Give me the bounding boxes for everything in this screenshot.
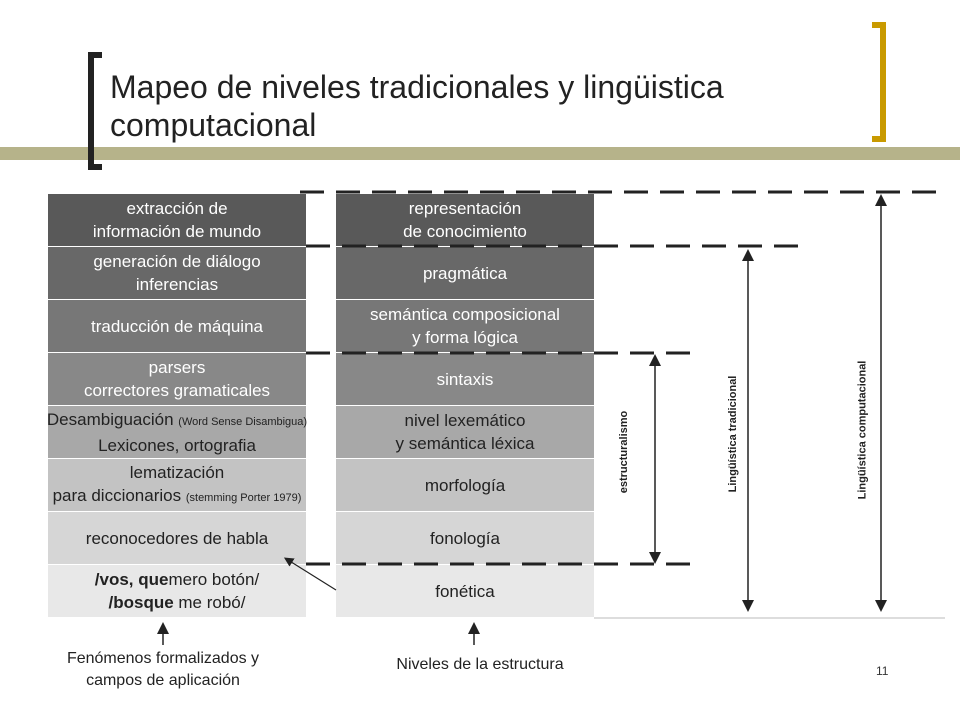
right-box-text: representación [408, 199, 522, 218]
caption-left [48, 648, 278, 692]
left-box-text: Desambiguación [46, 409, 174, 429]
caption-left-line: Fenómenos formalizados y [66, 650, 260, 667]
left-box-text: generación de diálogo [93, 252, 261, 271]
right-box-text: pragmática [422, 263, 508, 283]
right-box-text: y semántica léxica [395, 434, 535, 453]
left-box-text: información de mundo [92, 222, 262, 241]
example-bold-text: /vos, que [94, 570, 169, 589]
right-box-text: morfología [424, 475, 506, 495]
label-computational-linguistics: Lingüística computacional [856, 360, 869, 500]
left-box-text: inferencias [135, 275, 219, 294]
right-box-text: nivel lexemático [404, 411, 526, 430]
right-box-text: sintaxis [436, 369, 494, 389]
page-number: 11 [876, 664, 889, 678]
page-title: Mapeo de niveles tradicionales y lingüistica computacional [110, 69, 724, 143]
caption-left-line: campos de aplicación [86, 672, 240, 689]
left-box-small-text: (stemming Porter 1979) [185, 491, 302, 504]
right-box-text: fonética [435, 581, 495, 601]
example-text: me robó/ [173, 593, 246, 612]
example-text: mero botón/ [168, 570, 260, 589]
right-box-text: de conocimiento [403, 222, 527, 241]
left-box-text: traducción de máquina [90, 316, 263, 336]
right-box-text: semántica composicional [370, 305, 560, 324]
left-box-text: extracción de [126, 199, 228, 218]
label-traditional-linguistics: Lingüística tradicional [727, 375, 739, 493]
left-box-text: Lexicones, ortografia [98, 435, 256, 455]
left-box-small-text: (Word Sense Disambigua) [178, 415, 308, 428]
left-box-text: para diccionarios [52, 485, 182, 505]
left-box-text: correctores gramaticales [83, 381, 271, 400]
caption-right: Niveles de la estructura [396, 656, 564, 673]
example-bold-text: /bosque [108, 593, 174, 612]
left-box-text: lematización [129, 462, 225, 482]
left-box-text: reconocedores de habla [85, 528, 269, 548]
label-structuralism: estructuralismo [618, 410, 630, 494]
left-box-text: parsers [148, 358, 206, 377]
right-box-text: y forma lógica [412, 328, 518, 347]
right-box-text: fonología [430, 528, 500, 548]
